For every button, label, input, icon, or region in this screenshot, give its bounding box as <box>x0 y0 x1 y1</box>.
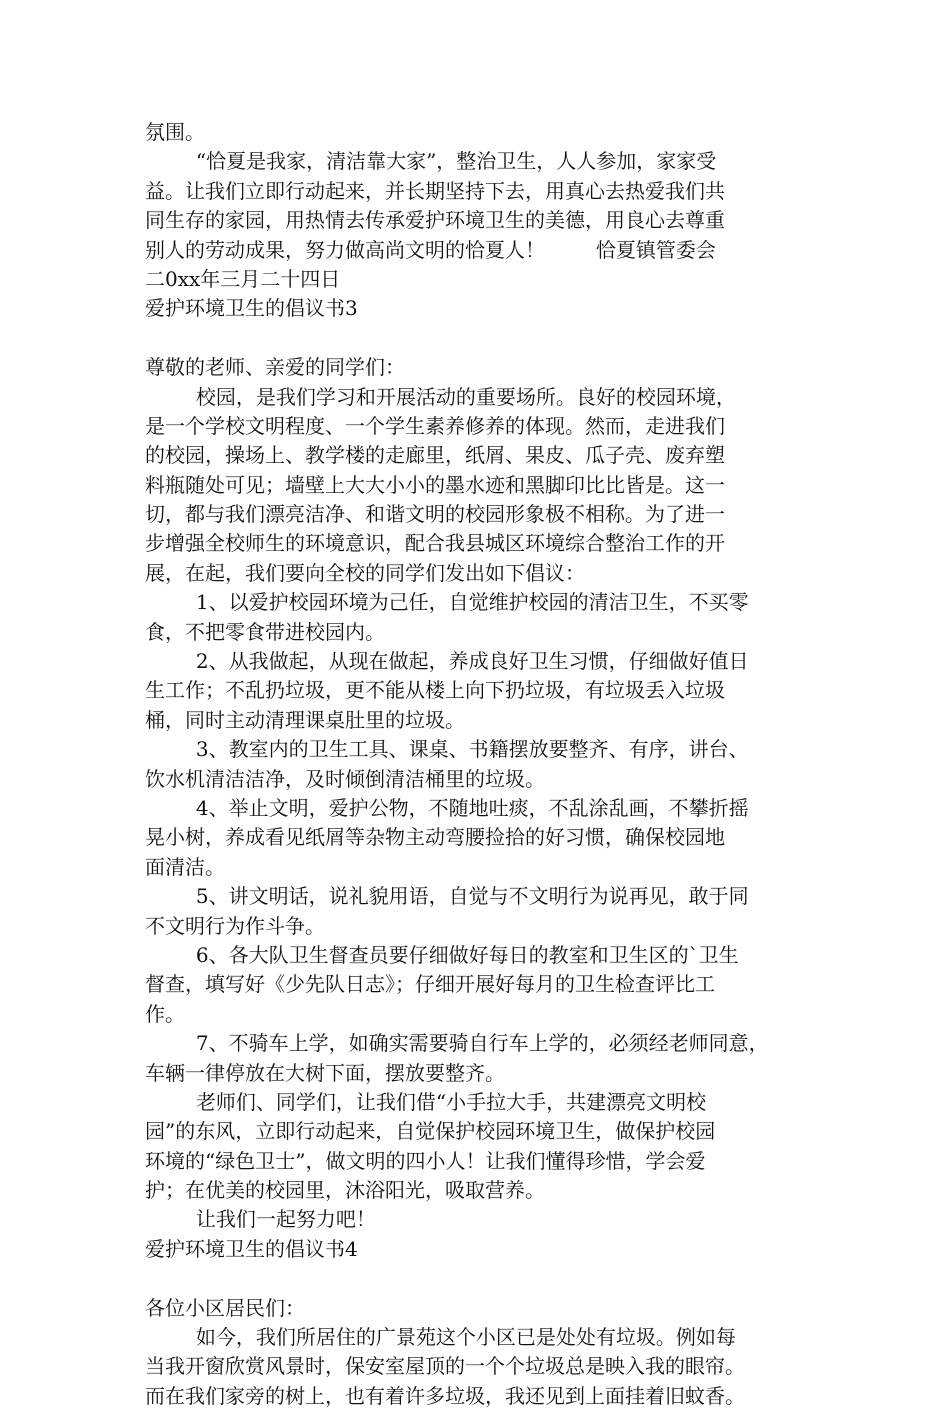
text-line: 益。让我们立即行动起来，并长期坚持下去，用真心去热爱我们共 <box>145 178 725 203</box>
text-line: 的校园，操场上、教学楼的走廊里，纸屑、果皮、瓜子壳、废弃塑 <box>145 443 725 468</box>
text-line: 7、不骑车上学，如确实需要骑自行车上学的，必须经老师同意， <box>145 1031 769 1056</box>
text-line: 5、讲文明话，说礼貌用语，自觉与不文明行为说再见，敢于同 <box>145 884 749 909</box>
blank-line <box>145 1264 825 1293</box>
text-line: 作。 <box>145 1001 185 1026</box>
text-line: 食，不把零食带进校园内。 <box>145 619 385 644</box>
text-line: 饮水机清洁洁净，及时倾倒清洁桶里的垃圾。 <box>145 766 545 791</box>
text-line: 面清洁。 <box>145 854 225 879</box>
text-line: 老师们、同学们，让我们借“小手拉大手，共建漂亮文明校 <box>145 1089 707 1114</box>
text-line: 不文明行为作斗争。 <box>145 913 325 938</box>
section-title: 爱护环境卫生的倡议书3 <box>145 296 358 321</box>
text-line: 切，都与我们漂亮洁净、和谐文明的校园形象极不相称。为了进一 <box>145 502 725 527</box>
salutation: 尊敬的老师、亲爱的同学们： <box>145 355 405 380</box>
salutation: 各位小区居民们： <box>145 1295 305 1320</box>
text-line: 生工作；不乱扔垃圾，更不能从楼上向下扔垃圾，有垃圾丢入垃圾 <box>145 678 725 703</box>
text-line: 如今，我们所居住的广景苑这个小区已是处处有垃圾。例如每 <box>145 1325 736 1350</box>
text-line: 车辆一律停放在大树下面，摆放要整齐。 <box>145 1060 505 1085</box>
blank-line <box>145 324 825 353</box>
text-line: 4、举止文明，爱护公物，不随地吐痰，不乱涂乱画，不攀折摇 <box>145 795 749 820</box>
text-line: 护；在优美的校园里，沐浴阳光，吸取营养。 <box>145 1178 545 1203</box>
text-line: 别人的劳动成果，努力做高尚文明的恰夏人！ 恰夏镇管委会 <box>145 237 716 262</box>
date-line: 二0xx年三月二十四日 <box>145 266 341 291</box>
text-line: 环境的“绿色卫士”，做文明的四小人！让我们懂得珍惜，学会爱 <box>145 1148 706 1173</box>
text-line: “恰夏是我家，清洁靠大家”，整治卫生，人人参加，家家受 <box>145 149 717 174</box>
text-line: 晃小树，养成看见纸屑等杂物主动弯腰捡拾的好习惯，确保校园地 <box>145 825 725 850</box>
text-line: 6、各大队卫生督查员要仔细做好每日的教室和卫生区的`卫生 <box>145 942 739 967</box>
text-line: 2、从我做起，从现在做起，养成良好卫生习惯，仔细做好值日 <box>145 649 749 674</box>
document-body <box>145 118 825 1411</box>
text-line: 当我开窗欣赏风景时，保安室屋顶的一个个垃圾总是映入我的眼帘。 <box>145 1354 745 1379</box>
text-line: 展，在起，我们要向全校的同学们发出如下倡议： <box>145 560 585 585</box>
text-line: 1、以爱护校园环境为己任，自觉维护校园的清洁卫生，不买零 <box>145 590 749 615</box>
text-line: 料瓶随处可见；墙壁上大大小小的墨水迹和黑脚印比比皆是。这一 <box>145 472 725 497</box>
text-line: 园”的东风，立即行动起来，自觉保护校园环境卫生，做保护校园 <box>145 1119 716 1144</box>
text-line: 而在我们家旁的树上，也有着许多垃圾，我还见到上面挂着旧蚊香。 <box>145 1383 745 1408</box>
text-line: 3、教室内的卫生工具、课桌、书籍摆放要整齐、有序，讲台、 <box>145 737 749 762</box>
text-line: 是一个学校文明程度、一个学生素养修养的体现。然而，走进我们 <box>145 413 725 438</box>
text-line: 校园，是我们学习和开展活动的重要场所。良好的校园环境， <box>145 384 736 409</box>
text-line: 督查，填写好《少先队日志》；仔细开展好每月的卫生检查评比工 <box>145 972 715 997</box>
text-line: 桶，同时主动清理课桌肚里的垃圾。 <box>145 707 465 732</box>
text-line: 氛围。 <box>145 120 205 144</box>
text-line: 步增强全校师生的环境意识，配合我县城区环境综合整治工作的开 <box>145 531 725 556</box>
section-title: 爱护环境卫生的倡议书4 <box>145 1236 358 1261</box>
text-line: 让我们一起努力吧！ <box>145 1207 376 1232</box>
text-line: 同生存的家园，用热情去传承爱护环境卫生的美德，用良心去尊重 <box>145 208 725 233</box>
